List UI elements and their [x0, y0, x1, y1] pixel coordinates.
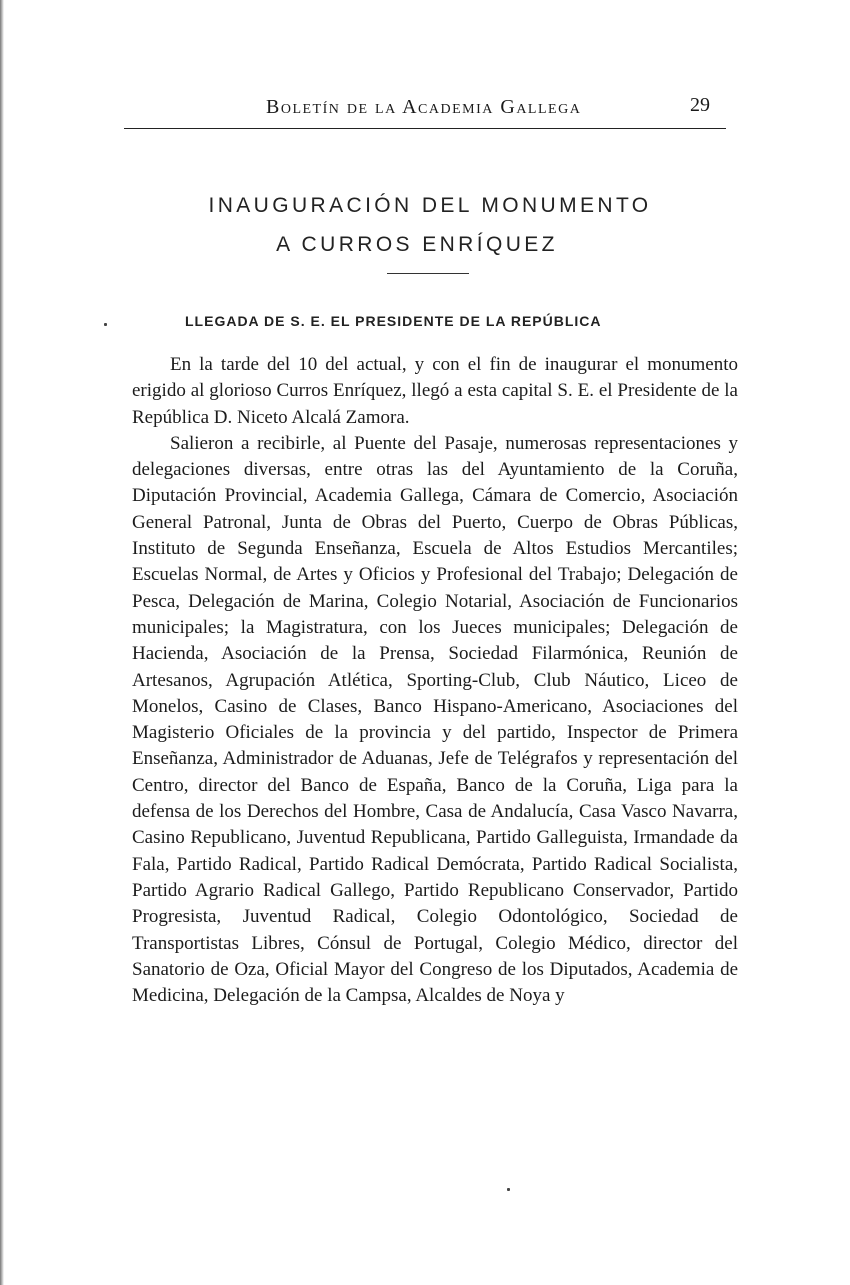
- article-title-line-1: INAUGURACIÓN DEL MONUMENTO: [208, 194, 652, 217]
- article-title-line-2: A CURROS ENRÍQUEZ: [276, 233, 558, 256]
- running-header: [124, 92, 726, 129]
- paragraph: En la tarde del 10 del actual, y con el fin de inaugurar el monumento erigido al glorioso Curros Enríquez, llegó a esta capital S. E. el Presidente de la República D. Niceto Alcalá Zamora.: [132, 354, 738, 428]
- print-speck: [507, 1188, 510, 1191]
- page-number: 29: [690, 94, 710, 116]
- title-divider: [387, 273, 469, 274]
- page-left-edge: [0, 0, 4, 1285]
- paragraph: Salieron a recibirle, al Puente del Pasaje, numerosas representaciones y delegaciones diversas, entre otras las del Ayuntamiento de la Coruña, Diputación Provincial, Academia Gallega, Cámara de Comercio, Asociación General Patronal, Junta de Obras del Puerto, Cuerpo de Obras Públicas, Instituto de Segunda Enseñanza, Escuela de Altos Estudios Mercantiles; Escuelas Normal, de Artes y Oficios y Profesional del Trabajo; Delegación de Pesca, Delegación de Marina, Colegio Notarial, Asociación de Funcionarios municipales; la Magistratura, con los Jueces municipales; Delegación de Hacienda, Asociación de la Prensa, Sociedad Filarmónica, Reunión de Artesanos, Agrupación Atlética, Sporting-Club, Club Náutico, Liceo de Monelos, Casino de Clases, Banco Hispano-Americano, Asociaciones del Magisterio Oficiales de la provincia y del partido, Inspector de Primera Enseñanza, Administrador de Aduanas, Jefe de Telégrafos y representación del Centro, director del Banco de España, Banco de la Coruña, Liga para la defensa de los Derechos del Hombre, Casa de Andalucía, Casa Vasco Navarra, Casino Republicano, Juventud Republicana, Partido Galleguista, Irmandade da Fala, Partido Radical, Partido Radical Demócrata, Partido Radical Socialista, Partido Agrario Radical Gallego, Partido Republicano Conservador, Partido Progresista, Juventud Radical, Colegio Odontológico, Sociedad de Transportistas Libres, Cónsul de Portugal, Colegio Médico, director del Sanatorio de Oza, Oficial Mayor del Congreso de los Diputados, Academia de Medicina, Delegación de la Campsa, Alcaldes de Noya y: [132, 432, 738, 1007]
- running-title: Boletín de la Academia Gallega: [266, 96, 582, 118]
- section-subheading: LLEGADA DE S. E. EL PRESIDENTE DE LA REPÚBLICA: [185, 313, 602, 329]
- article-body: [132, 352, 738, 1009]
- print-speck: [104, 323, 107, 326]
